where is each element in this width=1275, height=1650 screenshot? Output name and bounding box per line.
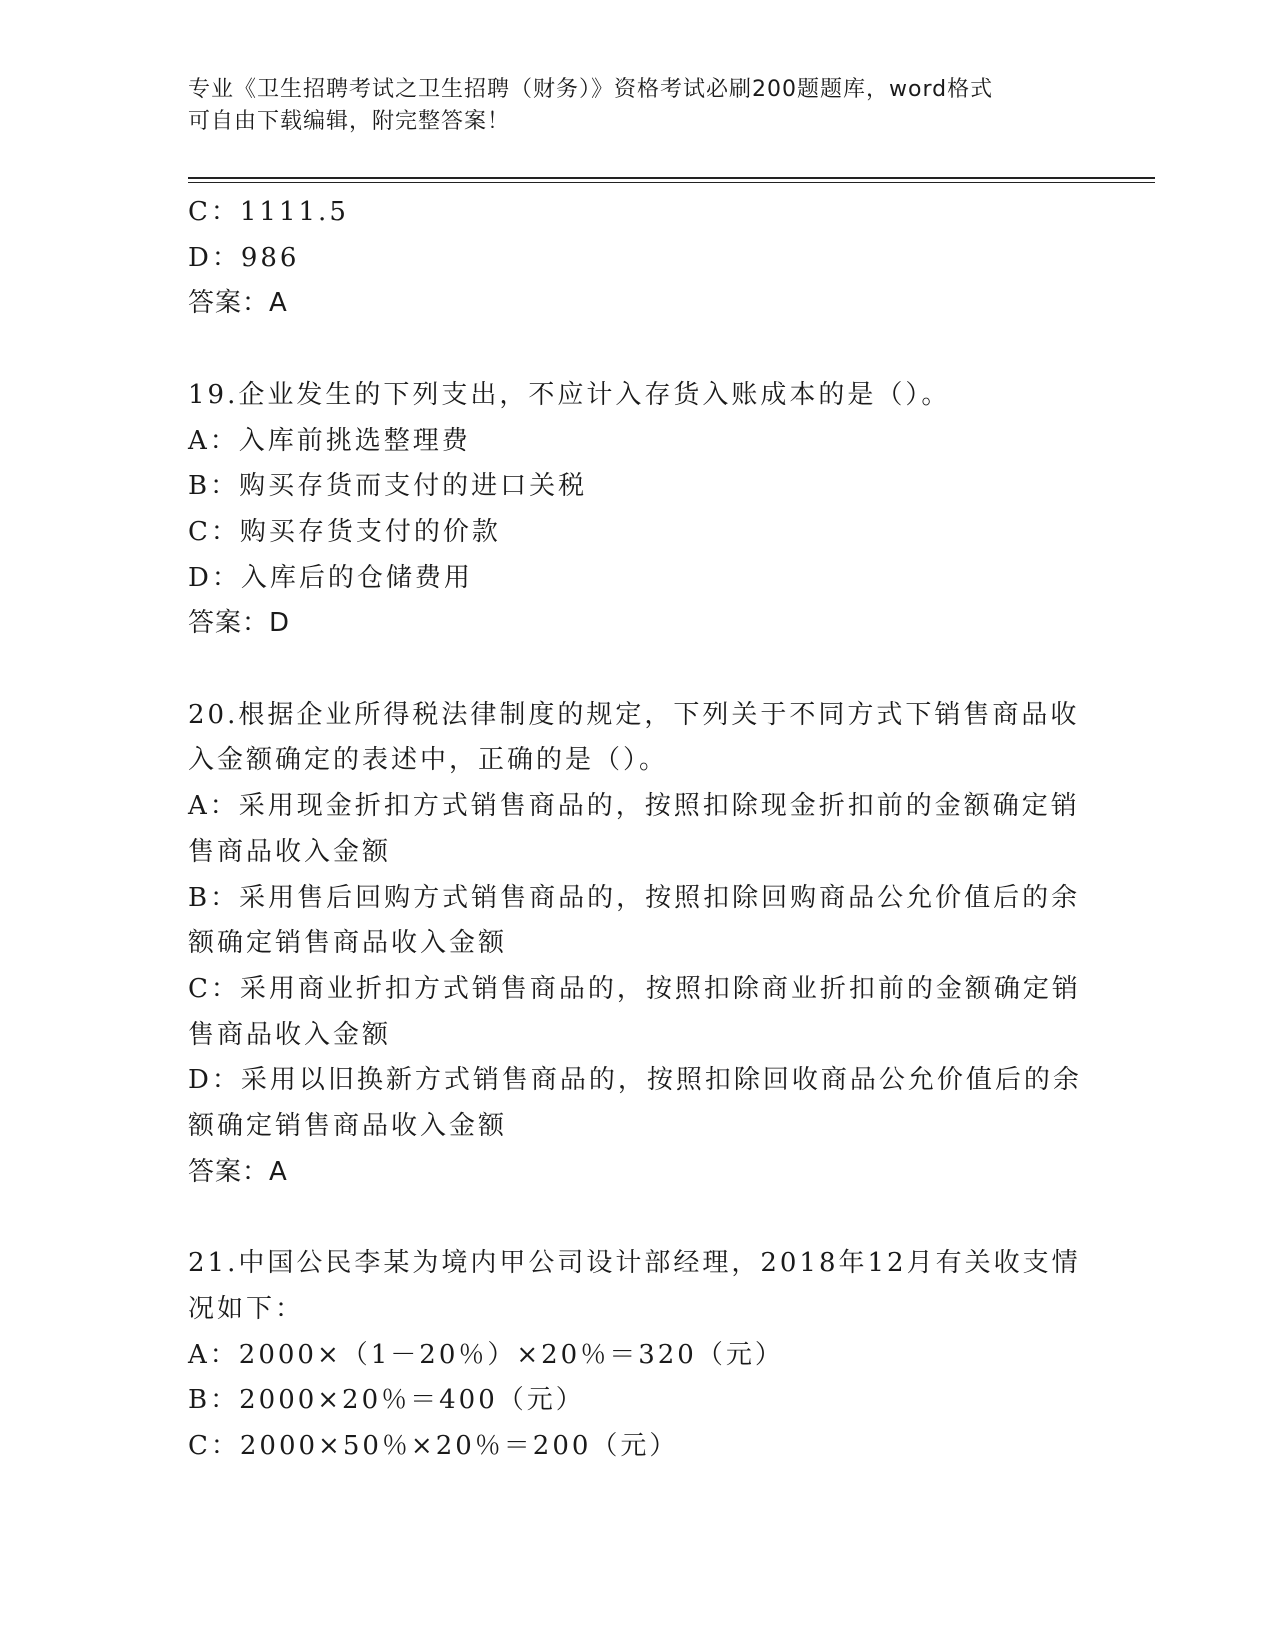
option-c: C：2000×50％×20％＝200（元） bbox=[188, 1430, 679, 1461]
question-text-line-1: 21.中国公民李某为境内甲公司设计部经理，2018年12月有关收支情 bbox=[188, 1248, 1081, 1279]
option-d-line-2: 额确定销售商品收入金额 bbox=[188, 1111, 508, 1142]
option-a-line-2: 售商品收入金额 bbox=[188, 836, 392, 867]
answer: 答案：A bbox=[188, 1156, 288, 1187]
option-a: A：2000×（1－20％）×20％＝320（元） bbox=[188, 1339, 784, 1370]
header-line-1: 专业《卫生招聘考试之卫生招聘（财务）》资格考试必刷200题题库，word格式 bbox=[188, 77, 994, 102]
question-text-line-2: 况如下： bbox=[188, 1293, 305, 1324]
header-divider-thin bbox=[188, 182, 1155, 183]
option-c-line-2: 售商品收入金额 bbox=[188, 1019, 392, 1050]
answer: 答案：A bbox=[188, 288, 288, 319]
option-b: B：2000×20％＝400（元） bbox=[188, 1385, 585, 1416]
answer: 答案：D bbox=[188, 608, 291, 639]
option-d-line-1: D：采用以旧换新方式销售商品的，按照扣除回收商品公允价值后的余 bbox=[188, 1065, 1082, 1096]
option-a: A：入库前挑选整理费 bbox=[188, 425, 471, 456]
header-divider-thick bbox=[188, 177, 1155, 179]
header-line-2: 可自由下载编辑，附完整答案！ bbox=[188, 109, 511, 134]
option-c: C：1111.5 bbox=[188, 197, 349, 227]
question-18 bbox=[188, 190, 1088, 327]
document-header bbox=[188, 74, 1068, 138]
option-d: D：986 bbox=[188, 242, 300, 273]
option-c-line-1: C：采用商业折扣方式销售商品的，按照扣除商业折扣前的金额确定销 bbox=[188, 973, 1081, 1004]
question-20 bbox=[188, 693, 1088, 1196]
option-b-line-1: B：采用售后回购方式销售商品的，按照扣除回购商品公允价值后的余 bbox=[188, 882, 1081, 913]
question-text-line-1: 20.根据企业所得税法律制度的规定，下列关于不同方式下销售商品收 bbox=[188, 699, 1080, 730]
option-d: D：入库后的仓储费用 bbox=[188, 562, 473, 593]
option-a-line-1: A：采用现金折扣方式销售商品的，按照扣除现金折扣前的金额确定销 bbox=[188, 791, 1080, 822]
question-text: 19.企业发生的下列支出，不应计入存货入账成本的是（）。 bbox=[188, 379, 951, 410]
question-list bbox=[188, 190, 1088, 1470]
option-c: C：购买存货支付的价款 bbox=[188, 516, 501, 547]
option-b: B：购买存货而支付的进口关税 bbox=[188, 471, 588, 502]
question-19 bbox=[188, 373, 1088, 647]
option-b-line-2: 额确定销售商品收入金额 bbox=[188, 928, 508, 959]
question-text-line-2: 入金额确定的表述中，正确的是（）。 bbox=[188, 745, 669, 776]
question-21 bbox=[188, 1241, 1088, 1470]
